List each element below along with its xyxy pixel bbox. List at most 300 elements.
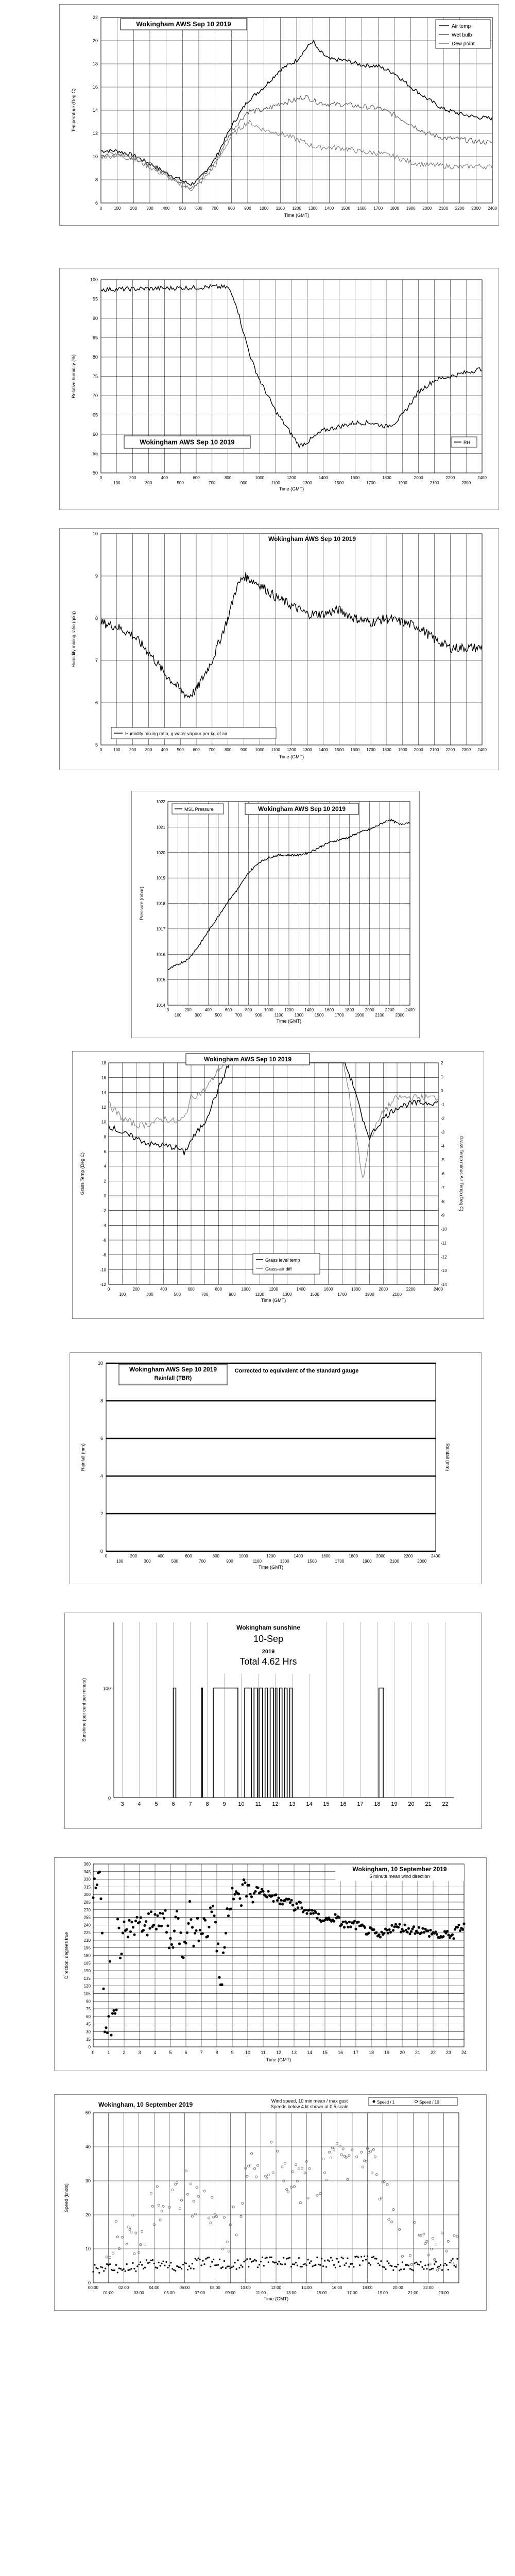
wind-speed-mean-point bbox=[175, 2270, 176, 2272]
temperature-x-tick-label: 1500 bbox=[341, 206, 350, 211]
wind-speed-x-tick-label: 05:00 bbox=[164, 2291, 175, 2295]
wind-direction-point bbox=[232, 1897, 235, 1900]
wind-direction-point bbox=[145, 1920, 147, 1923]
wind-direction-point bbox=[243, 1878, 245, 1881]
wind-speed-mean-point bbox=[97, 2268, 98, 2269]
grass-x-tick-label: 2200 bbox=[406, 1287, 416, 1292]
wind-direction-point bbox=[146, 1934, 148, 1936]
wind-direction-point bbox=[299, 1901, 302, 1904]
temperature-y-tick-label: 20 bbox=[92, 38, 98, 43]
rainfall-chart-title: Wokingham AWS Sep 10 2019 bbox=[129, 1366, 217, 1373]
rainfall-x-tick-label: 1600 bbox=[321, 1554, 331, 1558]
wind-speed-mean-point bbox=[357, 2257, 359, 2258]
wind-speed-mean-point bbox=[129, 2269, 130, 2270]
sunshine-bar bbox=[254, 1688, 258, 1798]
humidity-x-tick-label: 100 bbox=[113, 481, 121, 485]
sunshine-total: Total 4.62 Hrs bbox=[239, 1656, 297, 1667]
mixing-x-tick-label: 400 bbox=[161, 748, 168, 752]
wind-direction-point bbox=[130, 1921, 133, 1923]
wind-direction-point bbox=[459, 1929, 461, 1932]
temperature-x-tick-label: 0 bbox=[99, 206, 102, 211]
sunshine-bar bbox=[259, 1688, 263, 1798]
rainfall-x-tick-label: 800 bbox=[212, 1554, 220, 1558]
wind-direction-point bbox=[308, 1909, 311, 1911]
wind-speed-mean-point bbox=[262, 2257, 263, 2258]
wind-speed-mean-point bbox=[301, 2266, 303, 2267]
rainfall-note: Corrected to equivalent of the standard gauge bbox=[234, 1368, 359, 1374]
wind-speed-mean-point bbox=[403, 2268, 405, 2270]
wind-speed-mean-point bbox=[281, 2264, 283, 2265]
wind-direction-point bbox=[152, 1924, 155, 1926]
mixing-y-tick-label: 10 bbox=[92, 531, 98, 536]
wind-direction-y-tick-label: 45 bbox=[86, 2022, 91, 2027]
humidity-x-tick-label: 1200 bbox=[287, 476, 296, 480]
rainfall-x-tick-label: 1500 bbox=[307, 1559, 317, 1564]
wind-direction-point bbox=[125, 1928, 128, 1931]
wind-speed-mean-point bbox=[306, 2264, 307, 2266]
humidity-y-tick-label: 65 bbox=[92, 412, 98, 418]
wind-direction-chart bbox=[55, 1858, 487, 2072]
grass-x-tick-label: 400 bbox=[160, 1287, 167, 1292]
temperature-x-tick-label: 2300 bbox=[471, 206, 481, 211]
wind-speed-mean-point bbox=[193, 2268, 195, 2269]
wind-direction-x-tick-label: 24 bbox=[461, 2050, 467, 2055]
pressure-x-tick-label: 1200 bbox=[284, 1008, 294, 1012]
wind-direction-point bbox=[452, 1937, 455, 1940]
sunshine-bar bbox=[285, 1688, 287, 1798]
wind-speed-mean-point bbox=[146, 2259, 147, 2261]
wind-direction-point bbox=[94, 1887, 97, 1889]
temperature-x-tick-label: 1200 bbox=[292, 206, 301, 211]
pressure-x-tick-label: 100 bbox=[174, 1013, 182, 1018]
wind-speed-mean-point bbox=[199, 2259, 201, 2260]
grass-y-tick-label: 16 bbox=[101, 1075, 106, 1080]
wind-speed-x-tick-label: 02:00 bbox=[118, 2285, 129, 2290]
temperature-y-tick-label: 14 bbox=[92, 108, 98, 113]
rainfall-plot-area bbox=[106, 1363, 436, 1551]
mixing-x-tick-label: 2200 bbox=[445, 748, 455, 752]
wind-speed-y-tick-label: 30 bbox=[85, 2178, 91, 2183]
wind-speed-x-tick-label: 04:00 bbox=[149, 2285, 160, 2290]
wind-speed-mean-point bbox=[386, 2260, 388, 2262]
wind-direction-point bbox=[276, 1899, 279, 1902]
humidity-y-tick-label: 100 bbox=[90, 277, 98, 282]
wind-speed-x-tick-label: 16:00 bbox=[332, 2285, 342, 2290]
grass-y2-tick-label: -10 bbox=[441, 1227, 447, 1232]
sunshine-bar bbox=[201, 1688, 202, 1798]
wind-direction-y-tick-label: 90 bbox=[86, 1999, 91, 2004]
wind-speed-mean-point bbox=[388, 2262, 389, 2264]
wind-speed-mean-point bbox=[147, 2262, 149, 2264]
grass-x-tick-label: 1000 bbox=[241, 1287, 251, 1292]
humidity-x-tick-label: 300 bbox=[145, 481, 152, 485]
wind-speed-mean-point bbox=[298, 2257, 300, 2259]
wind-direction-point bbox=[155, 1928, 158, 1930]
grass-chart-title: Wokingham AWS Sep 10 2019 bbox=[203, 1055, 292, 1063]
wind-speed-mean-point bbox=[420, 2261, 421, 2263]
wind-speed-mean-point bbox=[122, 2269, 123, 2271]
wind-direction-point bbox=[128, 1919, 130, 1922]
humidity-x-tick-label: 200 bbox=[129, 476, 136, 480]
rainfall-y-tick-label: 4 bbox=[100, 1473, 103, 1479]
wind-speed-mean-point bbox=[92, 2271, 94, 2273]
wind-speed-mean-point bbox=[95, 2267, 97, 2268]
mixing-y-tick-label: 7 bbox=[95, 658, 98, 663]
wind-speed-mean-point bbox=[327, 2259, 329, 2261]
wind-direction-point bbox=[398, 1923, 401, 1925]
rainfall-x-tick-label: 900 bbox=[226, 1559, 233, 1564]
sunshine-x-tick-label: 7 bbox=[188, 1801, 192, 1807]
grass-y-tick-label: 10 bbox=[101, 1120, 106, 1125]
wind-direction-point bbox=[279, 1903, 281, 1905]
wind-speed-y-axis-label: Speed (knots) bbox=[64, 2183, 69, 2213]
wind-direction-point bbox=[194, 1932, 196, 1935]
wind-speed-mean-point bbox=[295, 2262, 297, 2263]
wind-speed-chart-title: Wokingham, 10 September 2019 bbox=[98, 2101, 193, 2108]
wind-direction-point bbox=[212, 1905, 214, 1907]
pressure-y-tick-label: 1014 bbox=[156, 1003, 165, 1008]
wind-direction-point bbox=[153, 1913, 156, 1916]
wind-speed-mean-point bbox=[374, 2258, 376, 2259]
wind-direction-point bbox=[274, 1893, 277, 1896]
wind-direction-x-tick-label: 13 bbox=[291, 2050, 297, 2055]
wind-speed-mean-point bbox=[391, 2265, 392, 2267]
wind-direction-point bbox=[150, 1910, 152, 1913]
wind-direction-point bbox=[115, 2008, 117, 2011]
wind-speed-x-tick-label: 10:00 bbox=[240, 2285, 251, 2290]
wind-speed-mean-point bbox=[220, 2267, 222, 2269]
wind-speed-mean-point bbox=[322, 2265, 324, 2267]
wind-speed-mean-point bbox=[227, 2266, 228, 2267]
wind-speed-mean-point bbox=[277, 2263, 278, 2265]
wind-speed-x-tick-label: 15:00 bbox=[316, 2291, 327, 2295]
humidity-y-tick-label: 85 bbox=[92, 335, 98, 341]
wind-direction-point bbox=[291, 1904, 294, 1906]
wind-direction-y-tick-label: 60 bbox=[86, 2014, 91, 2019]
temperature-y-tick-label: 12 bbox=[92, 131, 98, 136]
sunshine-bar bbox=[290, 1688, 293, 1798]
wind-direction-x-tick-label: 12 bbox=[276, 2050, 282, 2055]
wind-speed-legend-entry: Speed / 1 bbox=[377, 2100, 395, 2105]
wind-speed-mean-point bbox=[354, 2256, 356, 2258]
temperature-x-tick-label: 600 bbox=[195, 206, 202, 211]
wind-speed-mean-point bbox=[402, 2261, 403, 2263]
wind-speed-mean-point bbox=[309, 2262, 311, 2264]
humidity-x-tick-label: 1800 bbox=[382, 476, 391, 480]
pressure-y-tick-label: 1017 bbox=[156, 926, 165, 931]
mixing-x-tick-label: 100 bbox=[113, 748, 121, 752]
wind-direction-point bbox=[347, 1926, 349, 1928]
wind-speed-mean-point bbox=[192, 2263, 193, 2264]
wind-direction-point bbox=[174, 1916, 177, 1918]
wind-speed-mean-point bbox=[351, 2263, 353, 2265]
wind-direction-point bbox=[222, 1952, 225, 1954]
wind-speed-mean-point bbox=[367, 2256, 368, 2257]
temperature-y-axis-label: Temperature (Deg C) bbox=[71, 88, 76, 132]
wind-direction-point bbox=[406, 1931, 408, 1934]
pressure-y-tick-label: 1019 bbox=[156, 876, 165, 881]
grass-x-tick-label: 1700 bbox=[337, 1292, 347, 1297]
sunshine-y-tick-label: 0 bbox=[108, 1795, 111, 1801]
mixing-x-tick-label: 900 bbox=[240, 748, 248, 752]
wind-speed-mean-point bbox=[346, 2262, 347, 2264]
grass-legend-entry: Grass level temp bbox=[265, 1258, 300, 1263]
wind-speed-chart bbox=[55, 2095, 487, 2311]
humidity-x-tick-label: 700 bbox=[209, 481, 216, 485]
wind-speed-mean-point bbox=[240, 2264, 242, 2266]
grass-y2-tick-label: 1 bbox=[441, 1074, 443, 1079]
sunshine-bar bbox=[276, 1688, 277, 1798]
grass-x-tick-label: 2000 bbox=[379, 1287, 388, 1292]
wind-speed-mean-point bbox=[456, 2258, 458, 2260]
wind-direction-point bbox=[310, 1912, 312, 1915]
wind-speed-mean-point bbox=[419, 2264, 420, 2265]
mixing-x-tick-label: 500 bbox=[177, 748, 184, 752]
wind-direction-chart-panel bbox=[54, 1857, 487, 2071]
grass-y-tick-label: -6 bbox=[102, 1238, 106, 1243]
wind-speed-mean-point bbox=[213, 2259, 214, 2260]
wind-speed-x-tick-label: 00:00 bbox=[88, 2285, 99, 2290]
grass-x-tick-label: 1100 bbox=[255, 1292, 264, 1297]
wind-speed-mean-point bbox=[114, 2269, 115, 2271]
rainfall-y-axis-label: Rainfall (mm) bbox=[80, 1443, 85, 1471]
wind-direction-point bbox=[259, 1891, 262, 1893]
wind-speed-x-tick-label: 14:00 bbox=[301, 2285, 312, 2290]
wind-speed-mean-point bbox=[426, 2268, 427, 2269]
temperature-x-tick-label: 1600 bbox=[357, 206, 367, 211]
humidity-chart bbox=[60, 268, 500, 511]
pressure-x-tick-label: 2100 bbox=[375, 1013, 385, 1018]
wind-speed-mean-point bbox=[280, 2263, 281, 2265]
wind-direction-point bbox=[179, 1931, 182, 1934]
wind-speed-mean-point bbox=[294, 2263, 295, 2265]
wind-direction-point bbox=[392, 1929, 394, 1931]
wind-speed-mean-point bbox=[254, 2259, 255, 2261]
sunshine-bar bbox=[213, 1688, 238, 1798]
humidity-x-tick-label: 1300 bbox=[302, 481, 312, 485]
rainfall-y-tick-label: 8 bbox=[100, 1398, 103, 1403]
wind-direction-point bbox=[266, 1896, 268, 1899]
grass-x-tick-label: 2100 bbox=[392, 1292, 402, 1297]
wind-direction-point bbox=[357, 1921, 359, 1923]
grass-y2-tick-label: -2 bbox=[441, 1116, 445, 1121]
wind-direction-x-tick-label: 4 bbox=[153, 2050, 157, 2055]
grass-y-tick-label: 12 bbox=[101, 1105, 106, 1110]
humidity-x-tick-label: 0 bbox=[99, 476, 102, 480]
wind-direction-point bbox=[383, 1932, 385, 1935]
wind-direction-x-tick-label: 23 bbox=[445, 2050, 452, 2055]
sunshine-x-tick-label: 19 bbox=[391, 1801, 398, 1807]
mixing-x-tick-label: 2300 bbox=[461, 748, 471, 752]
temperature-x-tick-label: 1900 bbox=[406, 206, 416, 211]
grass-x-tick-label: 1500 bbox=[310, 1292, 319, 1297]
wind-speed-mean-point bbox=[158, 2262, 160, 2263]
wind-speed-mean-point bbox=[112, 2269, 114, 2271]
wind-direction-x-tick-label: 16 bbox=[337, 2050, 344, 2055]
sunshine-y-axis-label: Sunshine (per cent per minute) bbox=[81, 1678, 87, 1742]
wind-direction-point bbox=[119, 1957, 122, 1959]
grass-y-tick-label: 8 bbox=[104, 1134, 106, 1140]
sunshine-x-tick-label: 5 bbox=[154, 1801, 158, 1807]
wind-direction-point bbox=[414, 1932, 416, 1935]
wind-direction-y-tick-label: 225 bbox=[83, 1930, 91, 1936]
wind-speed-mean-point bbox=[205, 2258, 207, 2260]
wind-speed-mean-point bbox=[200, 2264, 202, 2266]
wind-direction-point bbox=[173, 1929, 176, 1932]
wind-speed-mean-point bbox=[245, 2260, 246, 2261]
wind-direction-point bbox=[294, 1908, 297, 1911]
sunshine-chart-title: Wokingham sunshine bbox=[236, 1624, 300, 1631]
wind-speed-mean-point bbox=[371, 2257, 373, 2258]
wind-speed-mean-point bbox=[353, 2266, 354, 2267]
wind-speed-mean-point bbox=[236, 2268, 237, 2270]
sunshine-chart bbox=[65, 1613, 482, 1829]
wind-direction-y-tick-label: 345 bbox=[83, 1869, 91, 1874]
wind-speed-x-tick-label: 06:00 bbox=[179, 2285, 190, 2290]
wind-direction-point bbox=[408, 1933, 411, 1935]
wind-direction-x-tick-label: 20 bbox=[399, 2050, 405, 2055]
grass-y2-tick-label: -12 bbox=[441, 1255, 447, 1260]
grass-x-tick-label: 0 bbox=[107, 1287, 110, 1292]
humidity-x-tick-label: 1100 bbox=[271, 481, 280, 485]
wind-direction-point bbox=[187, 1922, 190, 1925]
pressure-x-tick-label: 2300 bbox=[395, 1013, 405, 1018]
wind-direction-point bbox=[188, 1900, 191, 1903]
wind-speed-x-tick-label: 17:00 bbox=[347, 2291, 357, 2295]
wind-direction-x-tick-label: 0 bbox=[92, 2050, 95, 2055]
mixing-x-tick-label: 1600 bbox=[350, 748, 360, 752]
wind-direction-point bbox=[215, 1950, 218, 1952]
pressure-x-tick-label: 300 bbox=[195, 1013, 202, 1018]
wind-direction-y-tick-label: 0 bbox=[88, 2045, 91, 2049]
humidity-y-tick-label: 75 bbox=[92, 374, 98, 379]
wind-speed-mean-point bbox=[230, 2267, 231, 2269]
wind-direction-y-tick-label: 315 bbox=[83, 1885, 91, 1890]
wind-speed-mean-point bbox=[359, 2264, 360, 2266]
wind-direction-point bbox=[456, 1926, 459, 1928]
pressure-chart-title: Wokingham AWS Sep 10 2019 bbox=[258, 805, 346, 812]
wind-speed-mean-point bbox=[109, 2263, 111, 2265]
wind-speed-mean-point bbox=[234, 2262, 236, 2263]
mixing-x-tick-label: 1500 bbox=[334, 748, 344, 752]
rainfall-x-tick-label: 700 bbox=[198, 1559, 206, 1564]
wind-speed-mean-point bbox=[249, 2258, 251, 2260]
pressure-y-tick-label: 1018 bbox=[156, 901, 165, 906]
wind-speed-mean-point bbox=[125, 2270, 126, 2272]
grass-y2-tick-label: -7 bbox=[441, 1185, 445, 1190]
wind-speed-mean-point bbox=[396, 2266, 397, 2267]
wind-direction-point bbox=[107, 2015, 110, 2018]
wind-direction-point bbox=[346, 1922, 348, 1924]
wind-speed-mean-point bbox=[362, 2260, 364, 2262]
wind-direction-point bbox=[176, 1910, 178, 1912]
wind-direction-y-tick-label: 270 bbox=[83, 1907, 91, 1912]
wind-speed-mean-point bbox=[225, 2267, 227, 2269]
wind-direction-x-tick-label: 8 bbox=[215, 2050, 218, 2055]
wind-speed-mean-point bbox=[329, 2260, 330, 2262]
wind-speed-mean-point bbox=[219, 2259, 220, 2260]
wind-direction-point bbox=[111, 2012, 114, 2015]
humidity-y-tick-label: 55 bbox=[92, 451, 98, 456]
humidity-x-tick-label: 1700 bbox=[366, 481, 376, 485]
rainfall-chart bbox=[70, 1353, 482, 1585]
grass-y2-tick-label: -14 bbox=[441, 1282, 447, 1287]
humidity-x-tick-label: 800 bbox=[224, 476, 232, 480]
mixing-x-tick-label: 1700 bbox=[366, 748, 376, 752]
wind-direction-point bbox=[421, 1927, 424, 1930]
wind-direction-point bbox=[312, 1912, 315, 1914]
wind-direction-point bbox=[225, 1932, 227, 1935]
wind-direction-point bbox=[160, 1925, 163, 1927]
temperature-x-tick-label: 900 bbox=[244, 206, 251, 211]
wind-direction-point bbox=[168, 1946, 170, 1949]
wind-speed-mean-point bbox=[132, 2262, 133, 2264]
wind-speed-mean-point bbox=[176, 2265, 178, 2267]
wind-speed-mean-point bbox=[435, 2261, 437, 2263]
rainfall-chart-subtitle: Rainfall (TBR) bbox=[154, 1375, 192, 1381]
pressure-chart bbox=[132, 791, 420, 1039]
sunshine-x-tick-label: 16 bbox=[340, 1801, 347, 1807]
wind-speed-mean-point bbox=[409, 2268, 411, 2269]
wind-direction-point bbox=[191, 1926, 194, 1928]
rainfall-y-tick-label: 0 bbox=[100, 1549, 103, 1554]
pressure-y-tick-label: 1020 bbox=[156, 850, 165, 855]
wind-direction-point bbox=[394, 1923, 397, 1926]
pressure-x-tick-label: 0 bbox=[166, 1008, 169, 1012]
wind-speed-mean-point bbox=[338, 2261, 339, 2263]
wind-direction-point bbox=[241, 1883, 244, 1886]
wind-direction-point bbox=[442, 1935, 444, 1938]
wind-direction-point bbox=[164, 1909, 166, 1912]
wind-speed-mean-point bbox=[335, 2267, 336, 2268]
wind-speed-mean-point bbox=[310, 2260, 312, 2262]
wind-speed-x-tick-label: 13:00 bbox=[286, 2291, 297, 2295]
wind-speed-mean-point bbox=[149, 2262, 150, 2263]
wind-direction-point bbox=[207, 1935, 209, 1938]
wind-speed-mean-point bbox=[324, 2260, 325, 2262]
wind-speed-x-tick-label: 18:00 bbox=[362, 2285, 373, 2290]
wind-speed-mean-point bbox=[364, 2256, 365, 2257]
sunshine-x-tick-label: 22 bbox=[442, 1801, 449, 1807]
pressure-x-tick-label: 1900 bbox=[355, 1013, 364, 1018]
wind-direction-point bbox=[407, 1927, 410, 1930]
wind-speed-mean-point bbox=[417, 2263, 419, 2265]
wind-direction-point bbox=[300, 1906, 303, 1909]
wind-speed-mean-point bbox=[163, 2261, 164, 2262]
wind-direction-point bbox=[133, 1934, 135, 1936]
wind-speed-mean-point bbox=[443, 2265, 444, 2266]
grass-y2-tick-label: -11 bbox=[441, 1241, 447, 1246]
wind-speed-mean-point bbox=[242, 2266, 243, 2267]
wind-speed-chart-subtitle: Speeds below 4 kt shown at 0.5 scale bbox=[270, 2104, 349, 2109]
rainfall-x-tick-label: 300 bbox=[144, 1559, 151, 1564]
wind-speed-mean-point bbox=[431, 2268, 432, 2270]
mixing-x-tick-label: 1000 bbox=[255, 748, 265, 752]
wind-direction-point bbox=[420, 1931, 423, 1934]
wind-direction-point bbox=[204, 1919, 207, 1922]
wind-speed-mean-point bbox=[160, 2265, 161, 2266]
wind-speed-mean-point bbox=[344, 2264, 346, 2266]
wind-direction-x-tick-label: 14 bbox=[306, 2050, 313, 2055]
wind-direction-point bbox=[190, 1918, 192, 1921]
wind-direction-x-tick-label: 7 bbox=[200, 2050, 203, 2055]
sunshine-x-tick-label: 9 bbox=[222, 1801, 226, 1807]
wind-speed-mean-point bbox=[376, 2258, 377, 2260]
wind-direction-point bbox=[402, 1930, 405, 1933]
wind-speed-mean-point bbox=[207, 2257, 208, 2259]
wind-speed-mean-point bbox=[155, 2266, 157, 2268]
wind-speed-mean-point bbox=[446, 2264, 448, 2266]
